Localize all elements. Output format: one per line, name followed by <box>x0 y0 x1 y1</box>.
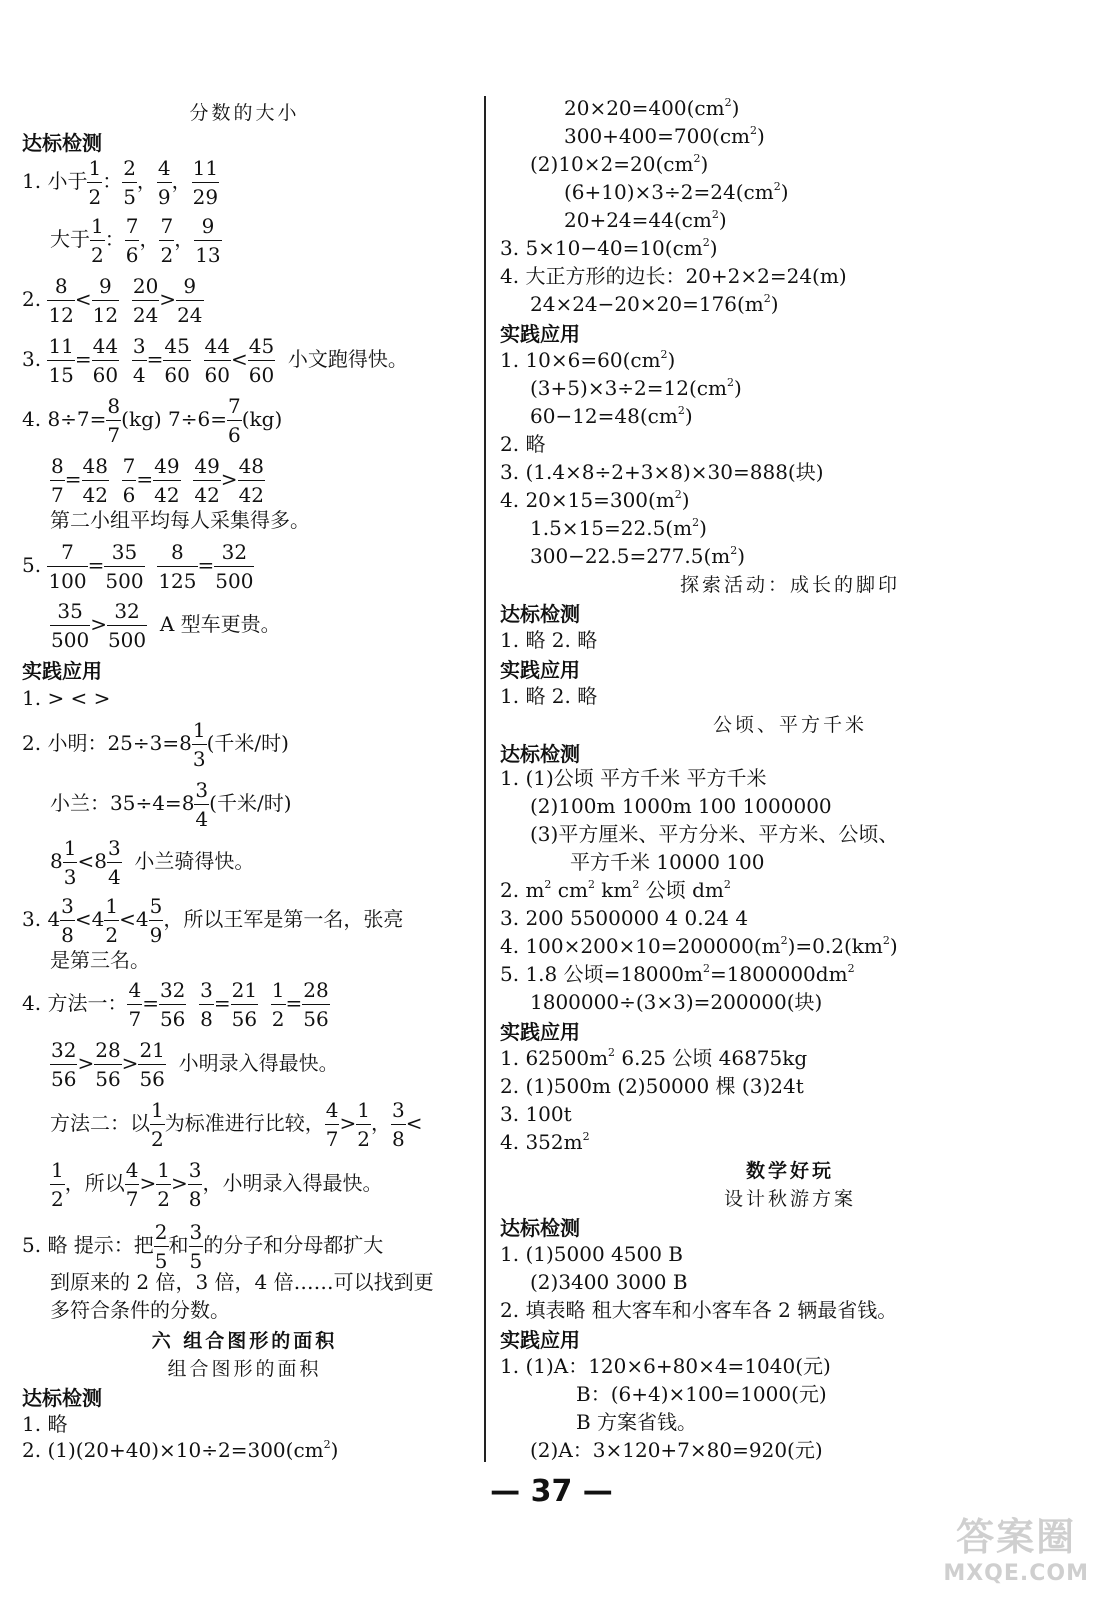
line: (3)平方厘米、平方分米、平方米、公顷、 <box>530 822 899 846</box>
numerator: 5 <box>149 892 164 921</box>
line: B：(6+4)×100=1000(元) <box>576 1382 827 1406</box>
denominator: 56 <box>95 1067 121 1091</box>
answer-1b: 大于 $\frac{1}{2}$ ： $\frac{7}{6}$ ， $\frac{7}{2}$ ， $\frac{9}{13}$ <box>50 214 221 267</box>
numerator: 49 <box>193 452 220 481</box>
fraction <box>193 452 220 509</box>
numerator: 11 <box>47 332 74 361</box>
numerator: 9 <box>194 212 221 241</box>
denominator: 5 <box>123 185 136 209</box>
numerator: 48 <box>82 452 109 481</box>
denominator: 6 <box>125 243 139 267</box>
numerator: 35 <box>50 597 90 626</box>
numerator: 28 <box>302 976 329 1005</box>
fraction <box>90 212 105 269</box>
numerator: 3 <box>132 332 147 361</box>
fraction <box>188 1156 203 1213</box>
denominator: 13 <box>195 243 221 267</box>
denominator: 3 <box>63 865 77 889</box>
apply-2a: 2. 小明：25÷3=8 $\frac{1}{3}$ (千米/时) <box>22 718 289 771</box>
denominator: 2 <box>105 923 119 947</box>
line: 4. 大正方形的边长：20+2×2=24(m) <box>500 264 847 288</box>
line: 2. $m^2$ $cm^2$ $km^2$ 公顷 $dm^2$ <box>500 878 731 902</box>
numerator: 7 <box>125 212 140 241</box>
numerator: 48 <box>238 452 265 481</box>
numerator: 4 <box>157 154 172 183</box>
section-title: 公顷、平方千米 <box>712 714 867 736</box>
line: 1. (1)公顷 平方千米 平方千米 <box>500 766 767 790</box>
fraction <box>106 392 121 449</box>
answer-5a: 5. $\frac{7}{100}$ = $\frac{35}{500}$ $\frac{8}{125}$ = $\frac{32}{500}$ <box>22 540 254 593</box>
numerator: 21 <box>231 976 258 1005</box>
fraction <box>92 332 119 389</box>
fraction <box>132 332 147 389</box>
denominator: 7 <box>125 1187 139 1211</box>
heading-check: 达标检测 <box>500 602 580 626</box>
fraction <box>248 332 275 389</box>
watermark-logo <box>943 1506 1089 1586</box>
fraction <box>156 1156 171 1213</box>
numerator: 32 <box>159 976 186 1005</box>
denominator: 12 <box>92 303 119 327</box>
heading-apply: 实践应用 <box>500 1020 580 1044</box>
column-divider <box>484 96 486 1462</box>
apply-2c: 8 $\frac{1}{3}$ <8 $\frac{3}{4}$ 小兰骑得快。 <box>50 836 255 889</box>
fraction <box>159 212 174 269</box>
fraction <box>94 1036 121 1093</box>
fraction <box>157 538 197 595</box>
denominator: 2 <box>51 1187 64 1211</box>
watermark-text: 答案圈 <box>956 1515 1077 1559</box>
check-2: 2. $(1)(20+40)\times 10\div 2=300(cm^2)$ <box>22 1438 339 1462</box>
numerator: 4 <box>125 1156 140 1185</box>
denominator: 42 <box>154 483 180 507</box>
fraction <box>194 212 221 269</box>
answer-5b: $\frac{35}{500}$ > $\frac{32}{500}$ A 型车更贵。 <box>51 599 281 652</box>
denominator: 4 <box>107 865 121 889</box>
section-title: 探索活动：成长的脚印 <box>679 574 900 596</box>
heading-apply: 实践应用 <box>500 658 580 682</box>
numerator: 1 <box>50 1156 65 1185</box>
denominator: 2 <box>91 243 104 267</box>
line: (2)3400 3000 B <box>530 1270 688 1294</box>
denominator: 56 <box>139 1067 165 1091</box>
numerator: 3 <box>199 976 214 1005</box>
numerator: 1 <box>156 1156 171 1185</box>
numerator: 1 <box>271 976 286 1005</box>
line: $1.5\times 15=22.5(m^2)$ <box>530 516 707 540</box>
denominator: 56 <box>231 1007 258 1031</box>
denominator: 9 <box>157 185 171 209</box>
fraction <box>107 834 122 891</box>
fraction <box>107 597 147 654</box>
fraction <box>189 1218 204 1275</box>
apply-5b: 到原来的 2 倍，3 倍，4 倍……可以找到更 <box>50 1270 434 1294</box>
heading-apply: 实践应用 <box>500 322 580 346</box>
numerator: 32 <box>107 597 147 626</box>
numerator: 35 <box>104 538 144 567</box>
numerator: 7 <box>159 212 174 241</box>
denominator: 500 <box>105 569 144 593</box>
denominator: 500 <box>51 628 90 652</box>
fraction <box>149 892 164 949</box>
apply-5a: 5. 略 提示：把 $\frac{2}{5}$ 和 $\frac{3}{5}$ 的分子和分母都扩大 <box>22 1220 384 1273</box>
numerator: 45 <box>248 332 275 361</box>
denominator: 2 <box>88 185 102 209</box>
line: $300+400=700(cm^2)$ <box>564 124 765 148</box>
numerator: 8 <box>106 392 121 421</box>
fraction <box>125 1156 140 1213</box>
denominator: 42 <box>238 483 265 507</box>
apply-2b: 小兰：35÷4=8 $\frac{3}{4}$ (千米/时) <box>50 778 292 831</box>
chapter-title: 六 组合图形的面积 <box>151 1330 338 1352</box>
denominator: 2 <box>157 1187 170 1211</box>
fraction <box>104 538 144 595</box>
denominator: 15 <box>48 363 74 387</box>
numerator: 1 <box>150 1096 165 1125</box>
numerator: 1 <box>63 834 78 863</box>
heading-check: 达标检测 <box>500 742 580 766</box>
fraction <box>192 716 207 773</box>
numerator: 3 <box>60 892 75 921</box>
fraction <box>122 154 137 211</box>
numerator: 45 <box>163 332 190 361</box>
page-number: — 37 — <box>490 1474 613 1509</box>
denominator: 8 <box>200 1007 213 1031</box>
section-title: 设计秋游方案 <box>723 1188 856 1210</box>
line: 2. 填表略 租大客车和小客车各 2 辆最省钱。 <box>500 1298 898 1322</box>
fraction <box>87 154 102 211</box>
denominator: 56 <box>303 1007 329 1031</box>
denominator: 5 <box>189 1249 203 1273</box>
line: $(3+5)\times 3\div 2=12(cm^2)$ <box>530 376 742 400</box>
fraction <box>50 452 65 509</box>
line: (2)A：3×120+7×80=920(元) <box>530 1438 823 1462</box>
fraction <box>325 1096 340 1153</box>
denominator: 60 <box>164 363 190 387</box>
fraction <box>47 332 74 389</box>
line: $(2)10\times 2=20(cm^2)$ <box>530 152 709 176</box>
denominator: 7 <box>325 1127 339 1151</box>
line: 4. $100\times 200\times 10=200000(m^2)=0.2(km^2)$ <box>500 934 898 958</box>
line: $(6+10)\times 3\div 2=24(cm^2)$ <box>564 180 789 204</box>
numerator: 44 <box>92 332 119 361</box>
line: 1. $62500m^2$ 6.25 公顷 46875kg <box>500 1046 808 1070</box>
numerator: 8 <box>47 272 74 301</box>
denominator: 3 <box>192 747 206 771</box>
heading-apply: 实践应用 <box>500 1328 580 1352</box>
line: 2. 略 <box>500 432 546 456</box>
answer-4c: 第二小组平均每人采集得多。 <box>50 508 310 532</box>
denominator: 60 <box>204 363 230 387</box>
denominator: 100 <box>48 569 87 593</box>
apply-1: 1. > < > <box>22 686 111 710</box>
denominator: 2 <box>160 243 174 267</box>
line: $20+24=44(cm^2)$ <box>564 208 727 232</box>
numerator: 8 <box>157 538 197 567</box>
fraction <box>194 776 209 833</box>
fraction <box>271 976 286 1033</box>
fraction <box>82 452 109 509</box>
fraction <box>47 538 87 595</box>
numerator: 1 <box>87 154 102 183</box>
fraction <box>356 1096 371 1153</box>
denominator: 29 <box>192 185 219 209</box>
apply-4a: 4. 方法一： $\frac{4}{7}$ = $\frac{32}{56}$ $\frac{3}{8}$ = $\frac{21}{56}$ $\frac{1}{2}$ = $\frac{28}{56}$ <box>22 978 329 1031</box>
fraction <box>214 538 254 595</box>
numerator: 20 <box>132 272 159 301</box>
chapter-title: 数学好玩 <box>745 1160 834 1182</box>
numerator: 7 <box>47 538 87 567</box>
numerator: 28 <box>94 1036 121 1065</box>
fraction <box>159 976 186 1033</box>
denominator: 2 <box>151 1127 164 1151</box>
numerator: 4 <box>127 976 142 1005</box>
line: 4. $20\times 15=300(m^2)$ <box>500 488 690 512</box>
numerator: 1 <box>192 716 207 745</box>
answer-2: 2. $\frac{8}{12}$ < $\frac{9}{12}$ $\frac{20}{24}$ > $\frac{9}{24}$ <box>22 274 203 327</box>
denominator: 8 <box>61 923 74 947</box>
numerator: 32 <box>50 1036 77 1065</box>
answer-4a: 4. 8÷7= $\frac{8}{7}$ (kg) 7÷6= $\frac{7}{6}$ (kg) <box>22 394 283 447</box>
numerator: 21 <box>138 1036 165 1065</box>
denominator: 7 <box>107 423 121 447</box>
line: 3. 100t <box>500 1102 572 1126</box>
numerator: 3 <box>188 1156 203 1185</box>
denominator: 7 <box>51 483 64 507</box>
denominator: 12 <box>48 303 74 327</box>
line: 1. 略 2. 略 <box>500 628 598 652</box>
line: 2. (1)500m (2)50000 棵 (3)24t <box>500 1074 804 1098</box>
line: $20\times 20=400(cm^2)$ <box>564 96 740 120</box>
denominator: 56 <box>51 1067 77 1091</box>
fraction <box>227 392 242 449</box>
line: $300-22.5=277.5(m^2)$ <box>530 544 746 568</box>
line: 3. (1.4×8÷2+3×8)×30=888(块) <box>500 460 824 484</box>
fraction <box>60 892 75 949</box>
denominator: 6 <box>228 423 241 447</box>
fraction <box>154 1218 169 1275</box>
fraction <box>47 272 74 329</box>
numerator: 1 <box>104 892 119 921</box>
denominator: 6 <box>122 483 136 507</box>
denominator: 42 <box>194 483 220 507</box>
fraction <box>192 154 219 211</box>
fraction <box>153 452 180 509</box>
fraction <box>127 976 142 1033</box>
answer-1a: 1. 小于 $\frac{1}{2}$ ： $\frac{2}{5}$ ， $\frac{4}{9}$ ， $\frac{11}{29}$ <box>22 156 219 209</box>
denominator: 500 <box>107 628 147 652</box>
fraction <box>132 272 159 329</box>
section-title: 组合图形的面积 <box>167 1358 322 1380</box>
numerator: 3 <box>107 834 122 863</box>
apply-3: 3. 4 $\frac{3}{8}$ <4 $\frac{1}{2}$ <4 $\frac{5}{9}$ ，所以王军是第一名，张亮 <box>22 894 404 947</box>
denominator: 125 <box>158 569 197 593</box>
apply-5c: 多符合条件的分数。 <box>50 1298 230 1322</box>
numerator: 49 <box>153 452 180 481</box>
numerator: 3 <box>194 776 209 805</box>
apply-3-cont: 是第三名。 <box>50 948 150 972</box>
fraction <box>122 452 137 509</box>
apply-4c: 方法二：以 $\frac{1}{2}$ 为标准进行比较， $\frac{4}{7}$ > $\frac{1}{2}$ ， $\frac{3}{8}$ < <box>50 1098 423 1151</box>
fraction <box>176 272 203 329</box>
denominator: 42 <box>82 483 108 507</box>
heading-apply: 实践应用 <box>22 659 102 683</box>
numerator: 11 <box>192 154 219 183</box>
line: 4. $352m^2$ <box>500 1130 590 1154</box>
line: 1. (1)A：120×6+80×4=1040(元) <box>500 1354 831 1378</box>
check-1: 1. 略 <box>22 1412 68 1436</box>
fraction <box>391 1096 406 1153</box>
line: $60-12=48(cm^2)$ <box>530 404 693 428</box>
numerator: 3 <box>189 1218 204 1247</box>
numerator: 7 <box>227 392 242 421</box>
numerator: 44 <box>204 332 231 361</box>
heading-check: 达标检测 <box>500 1216 580 1240</box>
fraction <box>50 597 90 654</box>
numerator: 32 <box>214 538 254 567</box>
fraction <box>238 452 265 509</box>
denominator: 8 <box>188 1187 202 1211</box>
denominator: 4 <box>132 363 146 387</box>
denominator: 60 <box>248 363 275 387</box>
apply-4d: $\frac{1}{2}$ ，所以 $\frac{4}{7}$ > $\frac{1}{2}$ > $\frac{3}{8}$ ，小明录入得最快。 <box>51 1158 383 1211</box>
fraction <box>138 1036 165 1093</box>
denominator: 500 <box>215 569 254 593</box>
denominator: 9 <box>149 923 163 947</box>
line: 1. (1)5000 4500 B <box>500 1242 683 1266</box>
watermark-url: MXQE.COM <box>943 1561 1089 1586</box>
denominator: 24 <box>177 303 203 327</box>
fraction <box>150 1096 165 1153</box>
line: 3. $5\times 10-40=10(cm^2)$ <box>500 236 718 260</box>
fraction <box>92 272 119 329</box>
answer-4b: $\frac{8}{7}$ = $\frac{48}{42}$ $\frac{7}{6}$ = $\frac{49}{42}$ $\frac{49}{42}$ > $\frac{48}{42}$ <box>51 454 265 507</box>
numerator: 9 <box>176 272 203 301</box>
line: 3. 200 5500000 4 0.24 4 <box>500 906 749 930</box>
numerator: 8 <box>50 452 65 481</box>
numerator: 2 <box>154 1218 169 1247</box>
fraction <box>302 976 329 1033</box>
fraction <box>204 332 231 389</box>
denominator: 2 <box>357 1127 370 1151</box>
fraction <box>157 154 172 211</box>
fraction <box>163 332 190 389</box>
numerator: 9 <box>92 272 119 301</box>
line: (2)100m 1000m 100 1000000 <box>530 794 832 818</box>
fraction <box>104 892 119 949</box>
numerator: 3 <box>391 1096 406 1125</box>
denominator: 7 <box>128 1007 142 1031</box>
line: 平方千米 10000 100 <box>570 850 765 874</box>
line: 5. 1.8 公顷$=18000m^2=1800000dm^2$ <box>500 962 855 986</box>
numerator: 7 <box>122 452 137 481</box>
numerator: 2 <box>122 154 137 183</box>
denominator: 8 <box>391 1127 405 1151</box>
fraction <box>199 976 214 1033</box>
denominator: 4 <box>195 807 209 831</box>
fraction <box>125 212 140 269</box>
fraction <box>50 1156 65 1213</box>
fraction <box>231 976 258 1033</box>
denominator: 24 <box>132 303 159 327</box>
numerator: 1 <box>90 212 105 241</box>
apply-4b: $\frac{32}{56}$ > $\frac{28}{56}$ > $\frac{21}{56}$ 小明录入得最快。 <box>51 1038 339 1091</box>
line: 1. 略 2. 略 <box>500 684 598 708</box>
answer-3: 3. $\frac{11}{15}$ = $\frac{44}{60}$ $\frac{3}{4}$ = $\frac{45}{60}$ $\frac{44}{60}$ < $\frac{45}{60}$ 小文跑得快。 <box>22 334 408 387</box>
denominator: 56 <box>159 1007 186 1031</box>
heading-check: 达标检测 <box>22 131 102 155</box>
denominator: 2 <box>271 1007 285 1031</box>
line: 1800000÷(3×3)=200000(块) <box>530 990 823 1014</box>
numerator: 1 <box>356 1096 371 1125</box>
line: B 方案省钱。 <box>576 1410 698 1434</box>
section-title: 分数的大小 <box>189 102 300 124</box>
line: $24\times 24-20\times 20=176(m^2)$ <box>530 292 779 316</box>
fraction <box>50 1036 77 1093</box>
denominator: 5 <box>154 1249 168 1273</box>
line: 1. $10\times 6=60(cm^2)$ <box>500 348 676 372</box>
fraction <box>63 834 78 891</box>
heading-check: 达标检测 <box>22 1386 102 1410</box>
numerator: 4 <box>325 1096 340 1125</box>
denominator: 60 <box>92 363 119 387</box>
